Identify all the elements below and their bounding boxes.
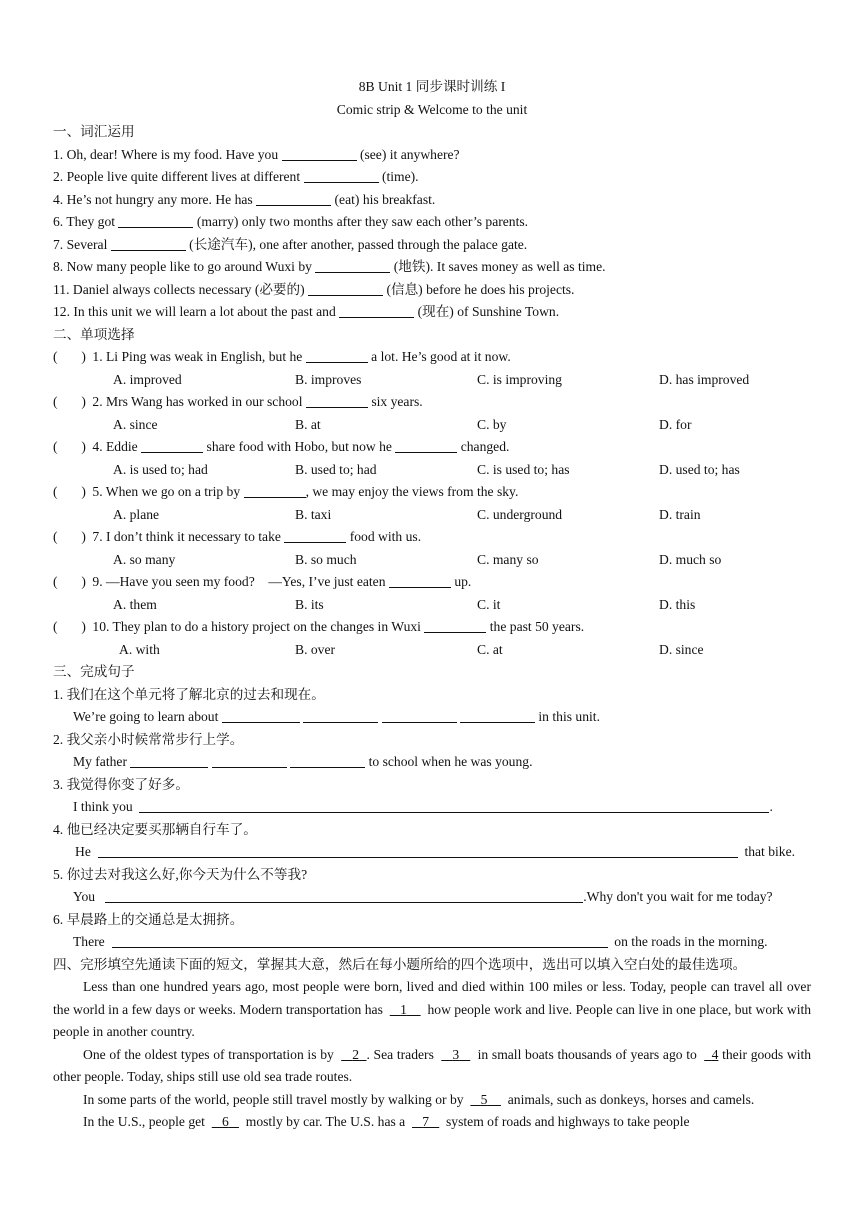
option-b: B. so much bbox=[295, 551, 357, 567]
option-c: C. by bbox=[477, 416, 507, 432]
worksheet-title: 8B Unit 1 同步课时训练 I bbox=[358, 79, 506, 94]
cloze-blank[interactable]: 1 bbox=[400, 1001, 407, 1017]
answer-parentheses[interactable]: ( ) bbox=[53, 619, 86, 634]
answer-parentheses[interactable]: ( ) bbox=[53, 349, 86, 364]
vocab-item: 1. Oh, dear! Where is my food. Have you (see) it anywhere? bbox=[53, 146, 460, 162]
section-heading-multiple-choice: 二、单项选择 bbox=[53, 326, 135, 342]
answer-blank[interactable] bbox=[315, 257, 390, 273]
sentence-line: You .Why don't you wait for me today? bbox=[73, 889, 773, 904]
answer-blank[interactable] bbox=[139, 797, 769, 813]
answer-blank[interactable] bbox=[382, 707, 457, 723]
answer-parentheses[interactable]: ( ) bbox=[53, 574, 86, 589]
mc-options bbox=[53, 594, 811, 617]
chinese-prompt: 3. 我觉得你变了好多。 bbox=[53, 776, 189, 792]
option-b: B. improves bbox=[295, 371, 362, 387]
mc-question: ( ) 10. They plan to do a history project on the changes in Wuxi the past 50 years. bbox=[53, 616, 811, 639]
answer-blank[interactable] bbox=[304, 167, 379, 183]
cloze-blank[interactable]: 4 bbox=[711, 1046, 719, 1062]
answer-blank[interactable] bbox=[222, 707, 300, 723]
answer-blank[interactable] bbox=[460, 707, 535, 723]
cloze-blank[interactable]: 2 bbox=[352, 1046, 360, 1062]
mc-options bbox=[53, 414, 811, 437]
answer-blank bbox=[424, 617, 486, 633]
option-c: C. underground bbox=[477, 506, 563, 522]
answer-blank[interactable] bbox=[130, 752, 208, 768]
chinese-prompt: 5. 你过去对我这么好,你今天为什么不等我? bbox=[53, 866, 308, 882]
option-b: B. taxi bbox=[295, 506, 332, 522]
answer-blank[interactable] bbox=[118, 212, 193, 228]
cloze-blank[interactable]: 5 bbox=[480, 1091, 488, 1107]
vocab-item: 6. They got (marry) only two months after they saw each other’s parents. bbox=[53, 214, 529, 229]
option-b: B. used to; had bbox=[295, 461, 377, 477]
answer-blank[interactable] bbox=[339, 302, 414, 318]
answer-parentheses[interactable]: ( ) bbox=[53, 529, 86, 544]
option-c: C. it bbox=[477, 596, 501, 612]
option-a: A. is used to; had bbox=[113, 461, 208, 477]
vocab-item: 12. In this unit we will learn a lot about the past and (现在) of Sunshine Town. bbox=[53, 304, 560, 319]
sentence-line: We’re going to learn about in this unit. bbox=[73, 709, 600, 724]
option-c: C. is used to; has bbox=[477, 461, 570, 477]
answer-blank[interactable] bbox=[308, 280, 383, 296]
option-b: B. its bbox=[295, 596, 324, 612]
mc-question: ( ) 4. Eddie share food with Hobo, but now he changed. bbox=[53, 436, 811, 459]
vocab-item: 4. He’s not hungry any more. He has (eat) his breakfast. bbox=[53, 191, 436, 207]
answer-blank[interactable] bbox=[303, 707, 378, 723]
cloze-blank[interactable]: 7 bbox=[422, 1114, 430, 1129]
cloze-paragraph: In some parts of the world, people still travel mostly by walking or by 5 animals, such as donkeys, horses and camels. bbox=[83, 1091, 755, 1107]
sentence-line: I think you . bbox=[73, 799, 773, 814]
answer-blank[interactable] bbox=[112, 932, 608, 948]
answer-blank[interactable] bbox=[212, 752, 287, 768]
answer-blank[interactable] bbox=[111, 235, 186, 251]
option-c: C. at bbox=[477, 641, 503, 657]
option-a: A. since bbox=[113, 416, 158, 432]
option-a: A. them bbox=[113, 596, 157, 612]
option-a: A. with bbox=[119, 641, 160, 657]
answer-blank bbox=[244, 482, 306, 498]
chinese-prompt: 1. 我们在这个单元将了解北京的过去和现在。 bbox=[53, 686, 325, 702]
answer-blank[interactable] bbox=[290, 752, 365, 768]
section-heading-cloze: 四、完形填空先通读下面的短文，掌握其大意，然后在每小题所给的四个选项中，选出可以填入空白处的最佳选项。 bbox=[53, 956, 747, 972]
option-a: A. so many bbox=[113, 551, 176, 567]
sentence-line: My father to school when he was young. bbox=[73, 754, 533, 769]
answer-blank[interactable] bbox=[98, 842, 738, 858]
worksheet bbox=[53, 76, 811, 1134]
mc-options bbox=[53, 459, 811, 482]
cloze-blank[interactable]: 6 bbox=[221, 1114, 229, 1129]
answer-blank[interactable] bbox=[256, 190, 331, 206]
cloze-paragraph: In the U.S., people get 6 mostly by car. The U.S. has a 7 system of roads and highways to take people bbox=[83, 1114, 690, 1129]
mc-question: ( ) 9. —Have you seen my food? —Yes, I’ve just eaten up. bbox=[53, 571, 811, 594]
option-d: D. used to; has bbox=[659, 461, 740, 477]
answer-blank bbox=[141, 437, 203, 453]
mc-question: ( ) 5. When we go on a trip by , we may enjoy the views from the sky. bbox=[53, 481, 811, 504]
mc-question: ( ) 2. Mrs Wang has worked in our school six years. bbox=[53, 391, 811, 414]
option-d: D. much so bbox=[659, 551, 722, 567]
cloze-paragraph: One of the oldest types of transportation is by 2 . Sea traders 3 in small boats thousands of years ago to 4 their goods with other people. Today, ships still use old sea trade routes. bbox=[53, 1046, 812, 1084]
sentence-line: There on the roads in the morning. bbox=[73, 934, 768, 949]
option-a: A. improved bbox=[113, 371, 182, 387]
answer-parentheses[interactable]: ( ) bbox=[53, 484, 86, 499]
cloze-blank[interactable]: 3 bbox=[452, 1046, 460, 1062]
option-d: D. train bbox=[659, 506, 701, 522]
answer-blank bbox=[389, 572, 451, 588]
vocab-item: 8. Now many people like to go around Wuxi by (地铁). It saves money as well as time. bbox=[53, 259, 606, 274]
chinese-prompt: 4. 他已经决定要买那辆自行车了。 bbox=[53, 821, 257, 837]
option-c: C. is improving bbox=[477, 371, 562, 387]
answer-blank bbox=[284, 527, 346, 543]
answer-blank[interactable] bbox=[105, 887, 583, 903]
section-heading-vocabulary: 一、词汇运用 bbox=[53, 124, 135, 139]
answer-blank bbox=[306, 392, 368, 408]
answer-parentheses[interactable]: ( ) bbox=[53, 394, 86, 409]
vocab-item: 7. Several (长途汽车), one after another, passed through the palace gate. bbox=[53, 236, 528, 252]
mc-question: ( ) 7. I don’t think it necessary to take food with us. bbox=[53, 526, 811, 549]
option-b: B. at bbox=[295, 416, 321, 432]
answer-blank bbox=[306, 347, 368, 363]
vocab-item: 2. People live quite different lives at different (time). bbox=[53, 169, 419, 184]
answer-blank bbox=[395, 437, 457, 453]
worksheet-subtitle: Comic strip & Welcome to the unit bbox=[336, 101, 528, 117]
option-d: D. since bbox=[659, 641, 704, 657]
mc-question: ( ) 1. Li Ping was weak in English, but he a lot. He’s good at it now. bbox=[53, 346, 811, 369]
mc-options bbox=[53, 639, 811, 662]
option-c: C. many so bbox=[477, 551, 539, 567]
option-d: D. this bbox=[659, 596, 696, 612]
vocab-item: 11. Daniel always collects necessary (必要的) (信息) before he does his projects. bbox=[53, 281, 575, 297]
cloze-paragraph: Less than one hundred years ago, most people were born, lived and died within 100 miles or less. Today, people can travel all over the world in a few days or weeks. Modern transportation has 1 how people work and live. People can live in one place, but work with people in another country. bbox=[53, 979, 812, 1039]
chinese-prompt: 6. 早晨路上的交通总是太拥挤。 bbox=[53, 911, 244, 927]
sentence-line: He that bike. bbox=[75, 844, 796, 859]
answer-parentheses[interactable]: ( ) bbox=[53, 439, 86, 454]
option-b: B. over bbox=[295, 641, 336, 657]
section-heading-complete-sentences: 三、完成句子 bbox=[53, 664, 135, 679]
mc-options bbox=[53, 549, 811, 572]
chinese-prompt: 2. 我父亲小时候常常步行上学。 bbox=[53, 731, 244, 747]
mc-options bbox=[53, 504, 811, 527]
mc-options bbox=[53, 369, 811, 392]
option-d: D. for bbox=[659, 416, 692, 432]
option-a: A. plane bbox=[113, 506, 160, 522]
answer-blank[interactable] bbox=[282, 145, 357, 161]
option-d: D. has improved bbox=[659, 371, 750, 387]
